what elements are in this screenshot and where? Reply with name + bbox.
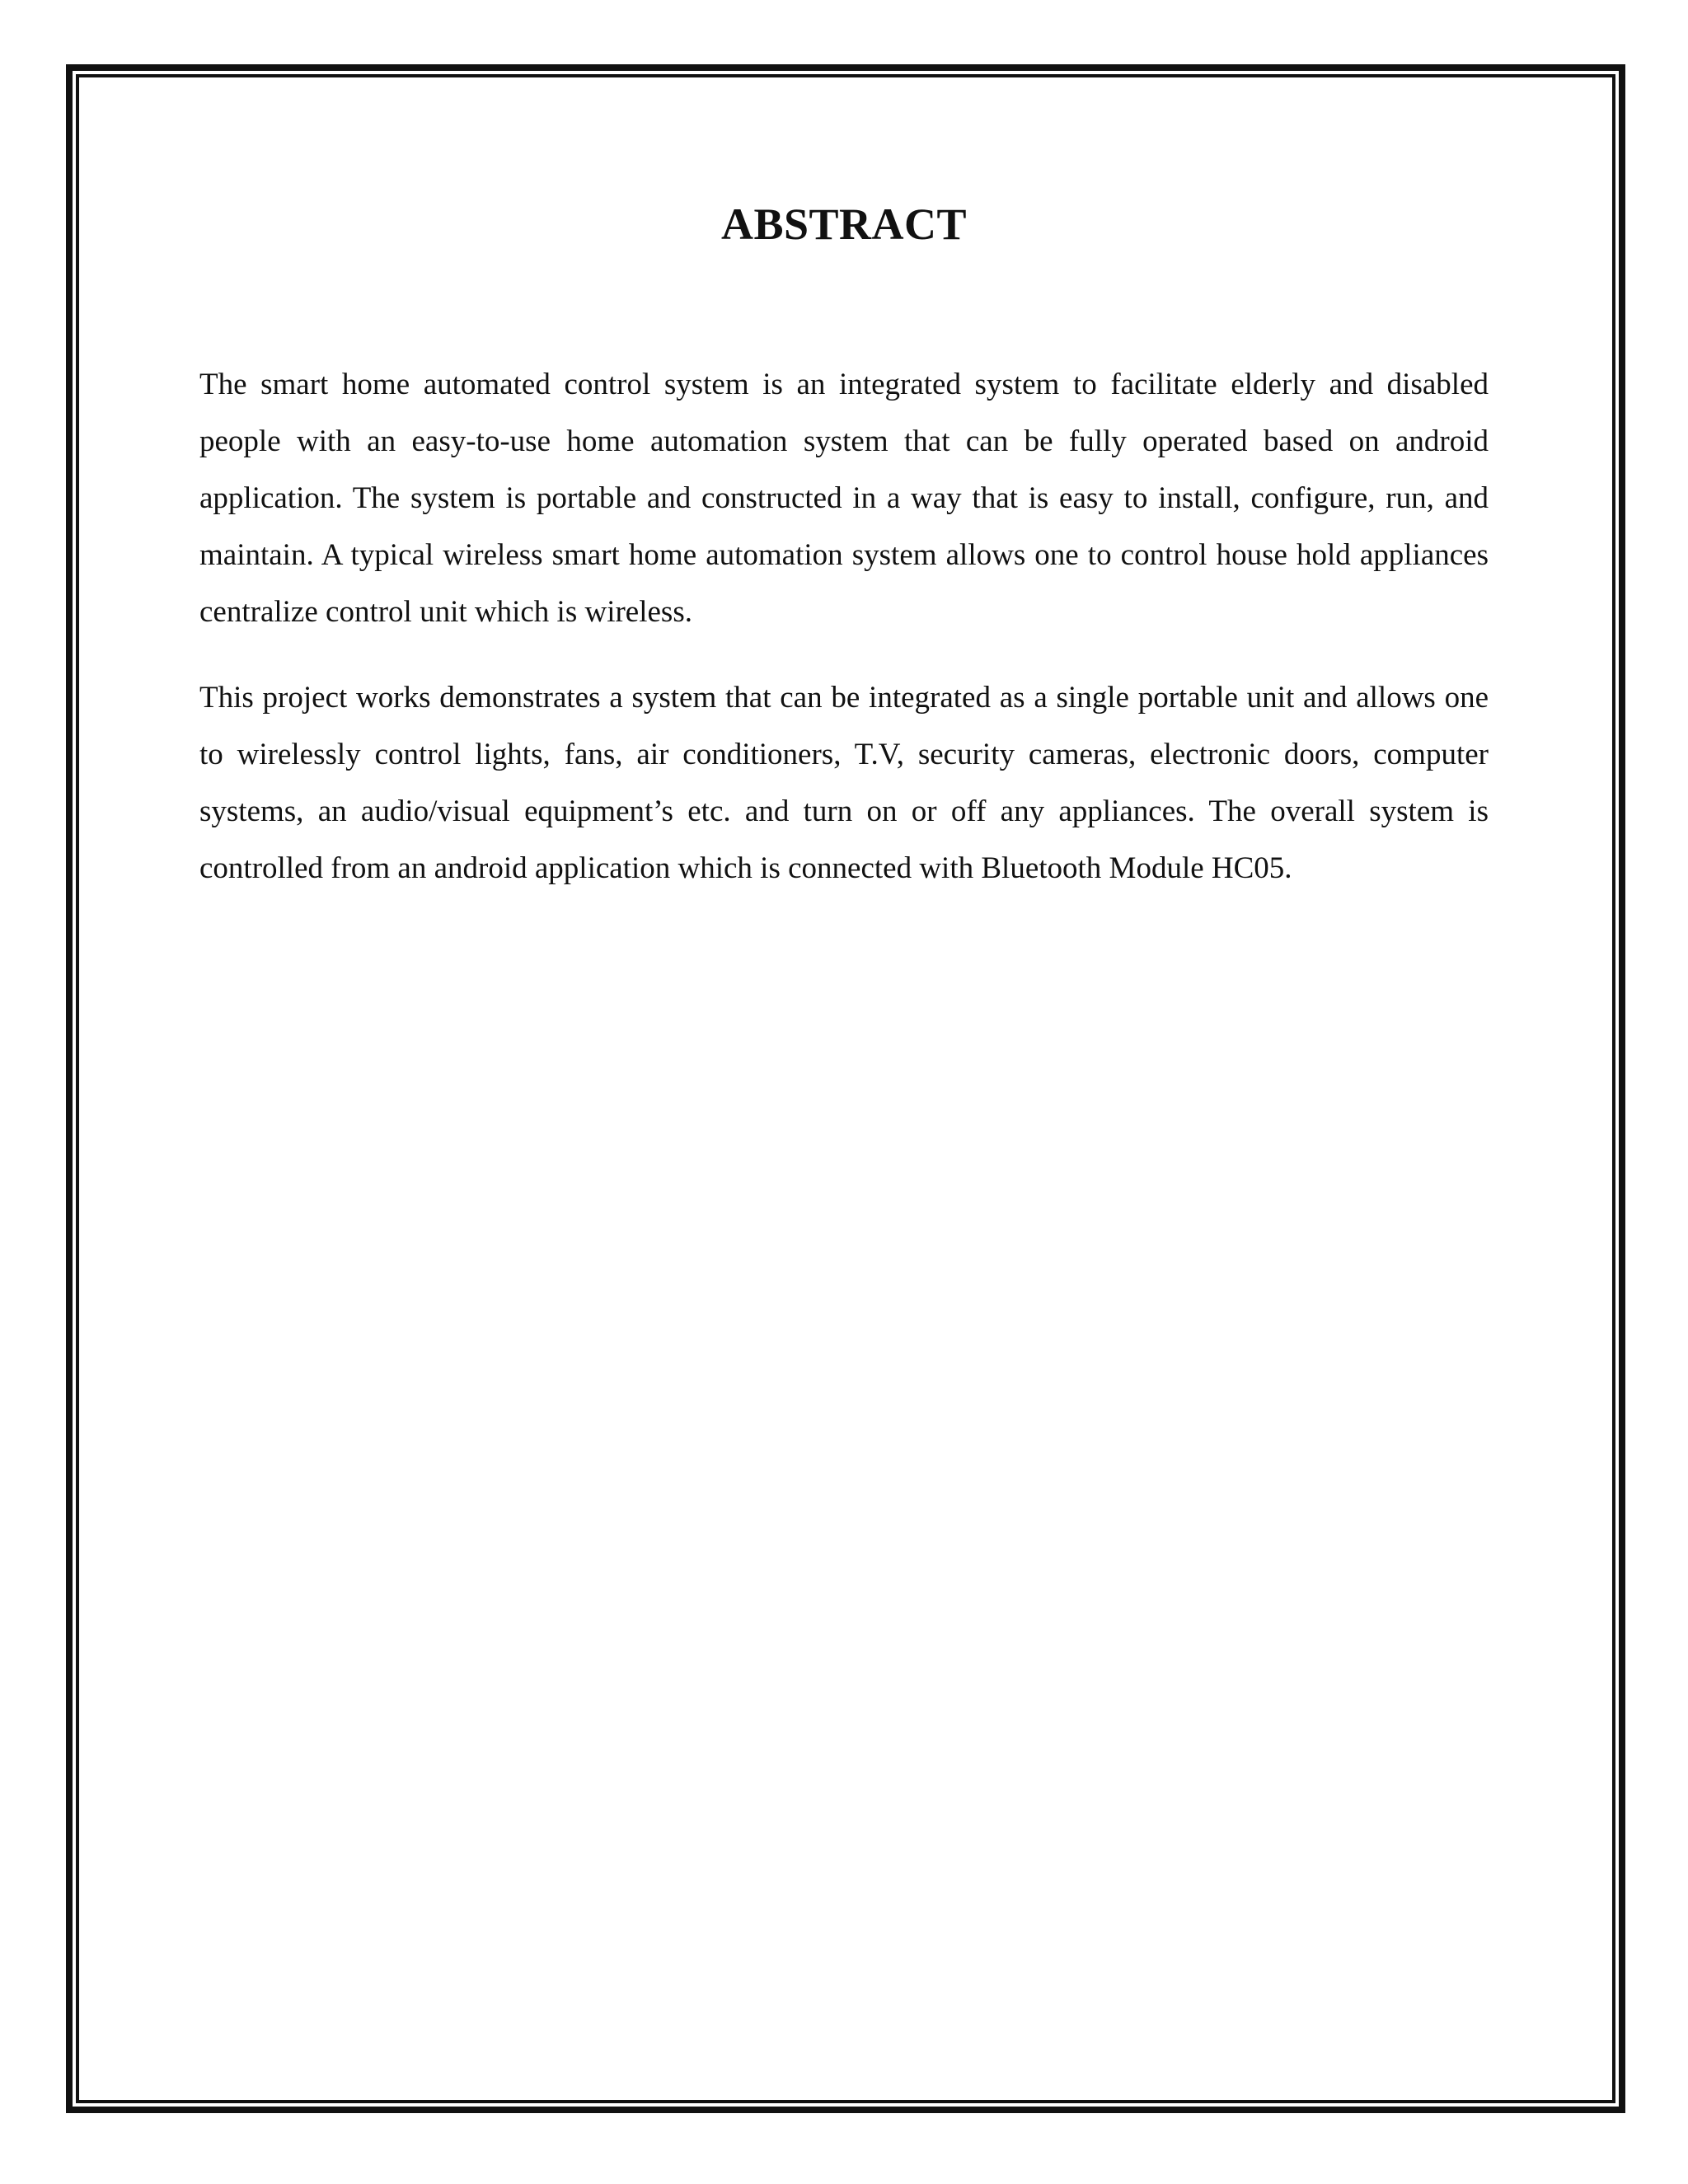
abstract-paragraph-2: This project works demonstrates a system that can be integrated as a single portable unit and allows one to wirelessly control lights, fans, air conditioners, T.V, security cameras, electronic doors, computer systems, an audio/visual equipment’s etc. and turn on or off any appliances. The overall system is controlled from an android application which is connected with Bluetooth Module HC05. — [199, 681, 1489, 885]
abstract-paragraph-1: The smart home automated control system is an integrated system to facilitate elderly and disabled people with an easy-to-use home automation system that can be fully operated based on android application. The system is portable and constructed in a way that is easy to install, configure, run, and maintain. A typical wireless smart home automation system allows one to control house hold appliances centralize control unit which is wireless. — [199, 368, 1489, 629]
page-title: ABSTRACT — [720, 199, 968, 249]
